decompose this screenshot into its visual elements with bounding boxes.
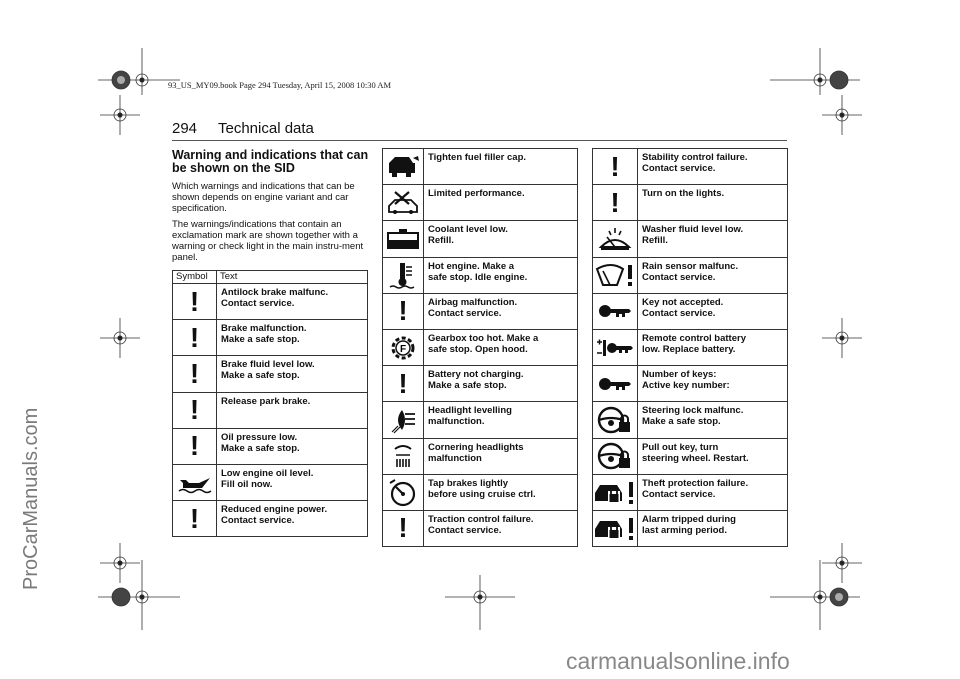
exclamation-icon: ! (398, 295, 408, 327)
table-row (383, 366, 578, 402)
warning-text: Cornering headlights malfunction (428, 441, 524, 464)
warning-text-cell (217, 392, 368, 428)
table-row (593, 402, 788, 438)
warning-text-cell (638, 366, 788, 402)
exclamation-icon: ! (189, 285, 200, 317)
symbol-cell (173, 356, 217, 392)
symbol-cell (173, 428, 217, 464)
table-row (173, 392, 368, 428)
warning-text: Antilock brake malfunc. Contact service. (221, 287, 329, 309)
warning-text-cell (424, 438, 578, 474)
table-row (383, 510, 578, 546)
warning-text: Washer fluid level low. Refill. (642, 224, 744, 247)
warning-text: Remote control battery low. Replace battery. (642, 332, 746, 355)
symbol-cell (173, 284, 217, 320)
table-row (593, 221, 788, 257)
warning-text-cell (424, 293, 578, 329)
warning-text: Brake fluid level low. Make a safe stop. (221, 359, 315, 382)
car-lock-exclamation-icon (593, 477, 637, 507)
page-title: Warning and indications that can be shown on the SID (172, 148, 369, 175)
steering-lock-icon (593, 441, 637, 471)
warning-text-cell (638, 510, 788, 546)
warning-text-cell (424, 474, 578, 510)
coolant-tank-icon (383, 227, 423, 251)
warning-text: Airbag malfunction. Contact service. (428, 296, 518, 319)
intro-text (172, 182, 370, 270)
warning-text: Oil pressure low. Make a safe stop. (221, 431, 300, 454)
symbol-cell (383, 474, 424, 510)
headlight-level-icon (383, 406, 423, 434)
table-row (383, 474, 578, 510)
table-row (173, 356, 368, 392)
warning-text: Tighten fuel filler cap. (428, 152, 527, 163)
warning-text: Traction control failure. Contact service. (428, 513, 534, 536)
symbol-cell (383, 149, 424, 185)
symbol-cell (593, 402, 638, 438)
warning-text: Battery not charging. Make a safe stop. (428, 369, 524, 392)
cornering-light-icon (383, 442, 423, 470)
section-title: Technical data (218, 120, 314, 137)
table-row (383, 149, 578, 185)
warning-text-cell (424, 510, 578, 546)
key-icon (593, 300, 637, 322)
symbol-cell (383, 329, 424, 365)
table-row (593, 366, 788, 402)
table-row (593, 257, 788, 293)
wrench-car-icon (383, 190, 423, 216)
warning-text-cell (424, 149, 578, 185)
gear-icon (383, 333, 423, 363)
symbol-cell (173, 320, 217, 356)
warning-text-cell (424, 366, 578, 402)
thermometer-icon (383, 261, 423, 289)
exclamation-icon: ! (189, 430, 200, 462)
warning-text: Limited performance. (428, 188, 525, 200)
warning-text: Gearbox too hot. Make a safe stop. Open hood. (428, 332, 539, 355)
warning-text: Pull out key, turn steering wheel. Restart. (642, 441, 749, 464)
symbol-cell (173, 392, 217, 428)
symbol-cell (383, 221, 424, 257)
warning-text: Turn on the lights. (642, 188, 725, 200)
warning-text-cell (638, 293, 788, 329)
svg-text:F: F (399, 343, 407, 355)
table-row (173, 320, 368, 356)
print-header: 93_US_MY09.book Page 294 Tuesday, April 15, 2008 10:30 AM (168, 80, 392, 90)
table-row (173, 428, 368, 464)
warning-text-cell (638, 257, 788, 293)
exclamation-icon: ! (189, 321, 200, 353)
symbol-cell (383, 257, 424, 293)
symbol-cell (593, 366, 638, 402)
warning-text: Key not accepted. Contact service. (642, 296, 724, 319)
symbol-cell (593, 149, 638, 185)
warnings-table-3 (592, 148, 788, 547)
symbol-cell (593, 257, 638, 293)
warning-text-cell (217, 320, 368, 356)
page-number: 294 (172, 120, 198, 137)
warning-text: Coolant level low. Refill. (428, 224, 508, 247)
warning-text-cell (638, 438, 788, 474)
warnings-table-1 (172, 270, 368, 537)
warning-text: Headlight levelling malfunction. (428, 405, 512, 428)
warning-text-cell (638, 185, 788, 221)
warning-text-cell (424, 185, 578, 221)
warning-text: Tap brakes lightly before using cruise ctrl. (428, 477, 536, 500)
table-row (593, 438, 788, 474)
warning-text: Release park brake. (221, 395, 311, 407)
symbol-cell (593, 474, 638, 510)
table-row (383, 438, 578, 474)
warning-text: Reduced engine power. Contact service. (221, 504, 328, 527)
warnings-table-2 (382, 148, 578, 547)
exclamation-icon: ! (610, 186, 620, 218)
wiper-exclamation-icon (593, 261, 637, 289)
warning-text-cell (424, 329, 578, 365)
exclamation-icon: ! (189, 357, 200, 389)
warning-text: Stability control failure. Contact service. (642, 152, 748, 174)
symbol-cell (383, 293, 424, 329)
warning-text-cell (638, 329, 788, 365)
symbol-cell (383, 402, 424, 438)
warning-text-cell (638, 149, 788, 185)
exclamation-icon: ! (189, 394, 200, 426)
table-row (593, 329, 788, 365)
symbol-cell (173, 501, 217, 537)
symbol-cell (593, 185, 638, 221)
side-watermark: ProCarManuals.com (20, 407, 42, 590)
symbol-cell (383, 510, 424, 546)
symbol-cell (593, 221, 638, 257)
intro-paragraph: Which warnings and indications that can be shown depends on engine variant and car specification. (172, 181, 355, 214)
warning-text-cell (638, 221, 788, 257)
warning-text: Number of keys: Active key number: (642, 369, 730, 392)
symbol-header: Symbol (173, 271, 217, 284)
table-row (383, 221, 578, 257)
warning-text: Rain sensor malfunc. Contact service. (642, 260, 739, 283)
table-row (593, 510, 788, 546)
warning-text: Alarm tripped during last arming period. (642, 513, 736, 536)
car-lock-exclamation-icon (593, 513, 637, 543)
symbol-cell (593, 438, 638, 474)
warning-text-cell (424, 221, 578, 257)
table-row (593, 474, 788, 510)
warning-text: Brake malfunction. Make a safe stop. (221, 323, 307, 346)
text-header: Text (217, 271, 368, 284)
symbol-cell (383, 185, 424, 221)
symbol-cell (593, 510, 638, 546)
steering-lock-icon (593, 405, 637, 435)
fuel-cap-icon (383, 155, 423, 179)
warning-text-cell (217, 428, 368, 464)
washer-icon (593, 225, 637, 253)
header-rule (172, 140, 787, 141)
warning-text-cell (424, 257, 578, 293)
table-row (173, 284, 368, 320)
exclamation-icon: ! (610, 150, 620, 182)
warning-text-cell (217, 501, 368, 537)
table-row (383, 402, 578, 438)
speedometer-icon (383, 477, 423, 507)
symbol-cell (383, 438, 424, 474)
key-icon (593, 373, 637, 395)
warning-text-cell (638, 402, 788, 438)
table-row (593, 293, 788, 329)
bottom-watermark: carmanualsonline.info (566, 648, 790, 674)
table-row (383, 257, 578, 293)
warning-text: Theft protection failure. Contact service. (642, 477, 749, 500)
exclamation-icon: ! (398, 512, 408, 544)
table-row (383, 293, 578, 329)
symbol-cell (593, 329, 638, 365)
warning-text-cell (424, 402, 578, 438)
symbol-cell (173, 464, 217, 500)
oil-can-icon (173, 472, 216, 494)
table-row (173, 501, 368, 537)
table-row (383, 329, 578, 365)
warning-text: Steering lock malfunc. Make a safe stop. (642, 405, 744, 428)
warning-text-cell (217, 464, 368, 500)
exclamation-icon: ! (189, 502, 200, 534)
symbol-cell (593, 293, 638, 329)
warning-text-cell (217, 284, 368, 320)
symbol-cell (383, 366, 424, 402)
key-battery-icon (593, 337, 637, 359)
table-row (383, 185, 578, 221)
table-row (593, 185, 788, 221)
table-row (593, 149, 788, 185)
warning-text: Hot engine. Make a safe stop. Idle engine. (428, 260, 528, 283)
warning-text-cell (217, 356, 368, 392)
warning-text: Low engine oil level. Fill oil now. (221, 467, 314, 490)
intro-paragraph: The warnings/indications that contain an exclamation mark are shown together with a warning or check light in the main instru-ment panel. (172, 219, 364, 263)
warning-text-cell (638, 474, 788, 510)
table-row (173, 464, 368, 500)
exclamation-icon: ! (398, 367, 408, 399)
